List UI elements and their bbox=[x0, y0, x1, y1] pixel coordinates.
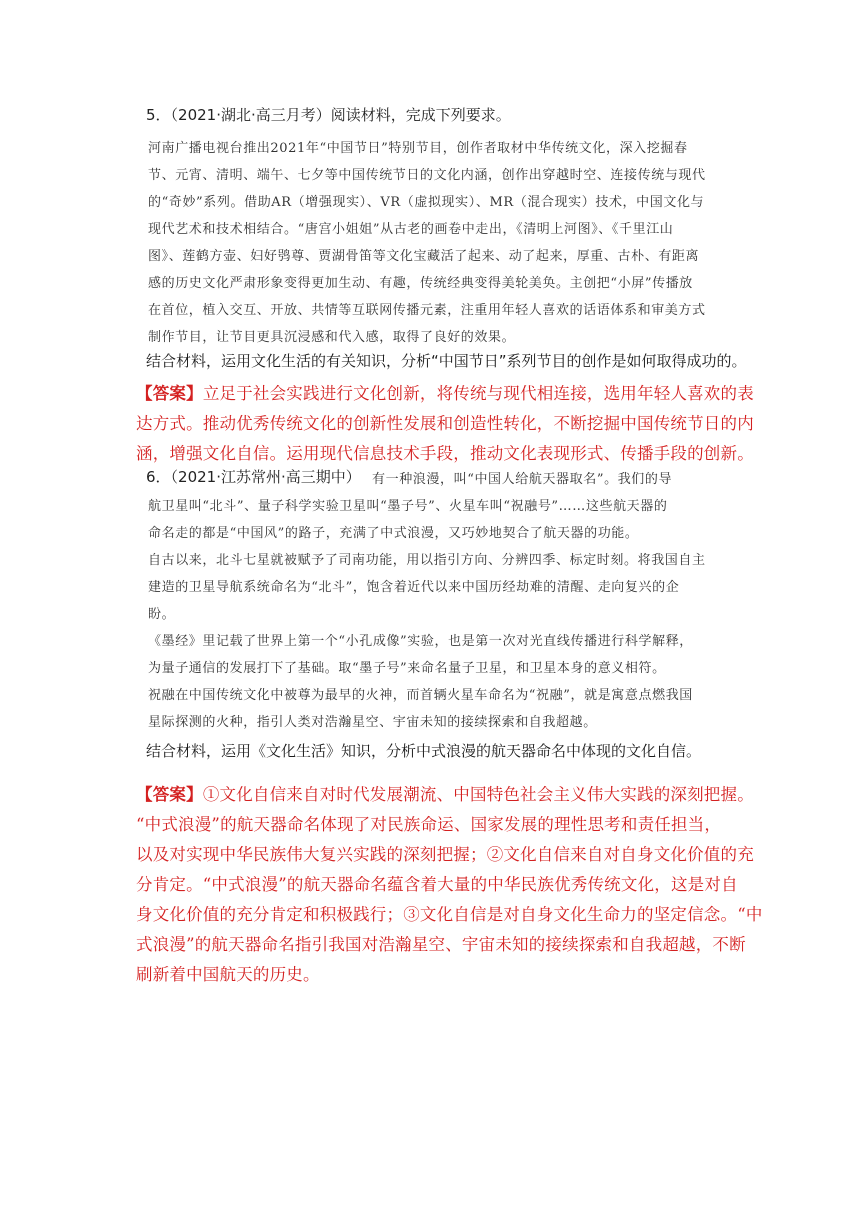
q6-answer-line: 刷新着中国航天的历史。 bbox=[136, 965, 320, 984]
question-5-header: 5．（2021·湖北·高三月考）阅读材料，完成下列要求。 bbox=[146, 106, 511, 124]
q6-material-line: 祝融在中国传统文化中被尊为最早的火神，而首辆火星车命名为“祝融”，就是寓意点燃我国 bbox=[148, 688, 693, 703]
q5-answer-line: 涵，增强文化自信。运用现代信息技术手段，推动文化表现形式、传播手段的创新。 bbox=[136, 444, 754, 463]
q5-material-line: 在首位，植入交互、开放、共情等互联网传播元素，注重用年轻人喜欢的话语体系和审美方式 bbox=[148, 303, 706, 318]
q6-material-line: 为量子通信的发展打下了基础。取“墨子号”来命名量子卫星，和卫星本身的意义相符。 bbox=[148, 661, 666, 676]
q5-material-line: 图》、莲鹤方壶、妇好鸮尊、贾湖骨笛等文化宝藏活了起来、动了起来，厚重、古朴、有距离 bbox=[148, 249, 700, 264]
q5-material-line: 河南广播电视台推出2021年“中国节日”特别节目，创作者取材中华传统文化，深入挖掘春 bbox=[148, 141, 688, 156]
q5-answer-line-1 bbox=[136, 380, 754, 404]
q6-answer-line: 以及对实现中华民族伟大复兴实践的深刻把握；②文化自信来自对自身文化价值的充 bbox=[136, 845, 754, 864]
q6-material-line: 自古以来，北斗七星就被赋予了司南功能，用以指引方向、分辨四季、标定时刻。将我国自主 bbox=[148, 553, 706, 568]
q6-material-line: 《墨经》里记载了世界上第一个“小孔成像”实验，也是第一次对光直线传播进行科学解释， bbox=[148, 634, 693, 649]
q5-material-line: 感的历史文化严肃形象变得更加生动、有趣，传统经典变得美轮美奂。主创把“小屏”传播放 bbox=[148, 276, 693, 291]
q6-answer-text: ①文化自信来自对时代发展潮流、中国特色社会主义伟大实践的深刻把握。 bbox=[202, 785, 754, 804]
question-6-header: 6．（2021·江苏常州·高三期中） bbox=[146, 468, 361, 486]
q6-answer-line: 身文化价值的充分肯定和积极践行；③文化自信是对自身文化生命力的坚定信念。“中 bbox=[136, 905, 763, 924]
q6-material-line: 星际探测的火种，指引人类对浩瀚星空、宇宙未知的接续探索和自我超越。 bbox=[148, 715, 597, 730]
q6-prompt: 结合材料，运用《文化生活》知识，分析中式浪漫的航天器命名中体现的文化自信。 bbox=[146, 742, 702, 760]
q6-answer-line: 式浪漫”的航天器命名指引我国对浩瀚星空、宇宙未知的接续探索和自我超越，不断 bbox=[136, 935, 746, 954]
q6-material-line: 建造的卫星导航系统命名为“北斗”，饱含着近代以来中国历经劫难的清醒、走向复兴的企 bbox=[148, 580, 680, 595]
q5-material-line: 制作节目，让节目更具沉浸感和代入感，取得了良好的效果。 bbox=[148, 330, 516, 345]
q6-answer-line-1 bbox=[136, 781, 754, 805]
answer-tag: 【答案】 bbox=[136, 785, 203, 804]
q5-answer-text: 立足于社会实践进行文化创新，将传统与现代相连接，选用年轻人喜欢的表 bbox=[202, 384, 754, 403]
q6-material-line: 命名走的都是“中国风”的路子，充满了中式浪漫，又巧妙地契合了航天器的功能。 bbox=[148, 526, 639, 541]
q6-answer-line: 分肯定。“中式浪漫”的航天器命名蕴含着大量的中华民族优秀传统文化，这是对自 bbox=[136, 875, 738, 894]
q5-material-line: 现代艺术和技术相结合。“唐宫小姐姐”从古老的画卷中走出，《清明上河图》、《千里江山 bbox=[148, 222, 674, 237]
q6-material-line: 盼。 bbox=[148, 607, 176, 622]
q6-material-line: 航卫星叫“北斗”、量子科学实验卫星叫“墨子号”、火星车叫“祝融号”……这些航天器的 bbox=[148, 499, 668, 514]
q5-material-line: 的“奇妙”系列。借助AR（增强现实）、VR（虚拟现实）、MR（混合现实）技术，中国文化与 bbox=[148, 195, 705, 210]
q6-material-first-line: 有一种浪漫，叫“中国人给航天器取名”。我们的导 bbox=[372, 472, 673, 487]
q5-prompt: 结合材料，运用文化生活的有关知识，分析“中国节日”系列节目的创作是如何取得成功的。 bbox=[146, 352, 747, 370]
answer-tag: 【答案】 bbox=[136, 384, 203, 403]
q5-answer-line: 达方式。推动优秀传统文化的创新性发展和创造性转化，不断挖掘中国传统节日的内 bbox=[136, 414, 754, 433]
q6-answer-line: “中式浪漫”的航天器命名体现了对民族命运、国家发展的理性思考和责任担当， bbox=[136, 815, 722, 834]
q5-material-line: 节、元宵、清明、端午、七夕等中国传统节日的文化内涵，创作出穿越时空、连接传统与现代 bbox=[148, 168, 706, 183]
